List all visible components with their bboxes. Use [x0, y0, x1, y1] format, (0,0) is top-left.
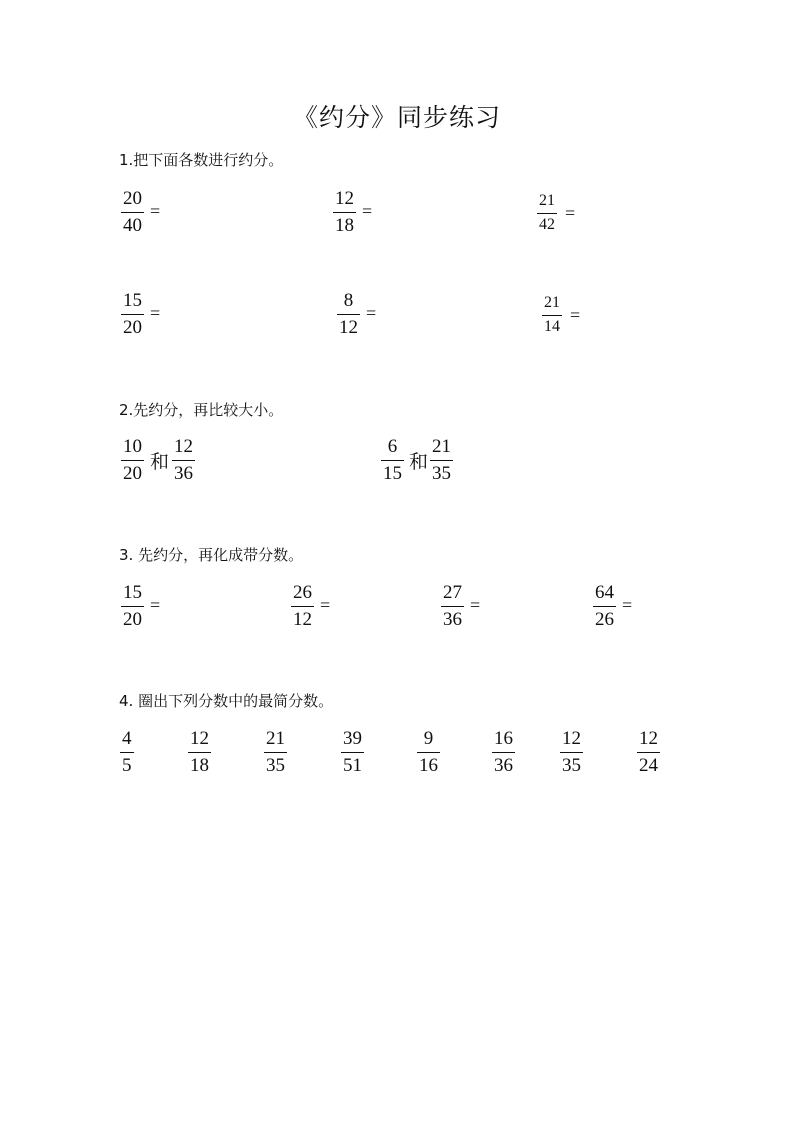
fraction-bar	[121, 606, 144, 607]
numerator: 4	[122, 728, 132, 749]
numerator: 8	[343, 290, 354, 311]
denominator: 24	[639, 755, 658, 776]
equals-sign: =	[622, 595, 633, 615]
numerator: 15	[123, 290, 142, 311]
denominator: 12	[339, 317, 358, 338]
q4-fraction-5	[417, 729, 440, 775]
equals-sign: =	[570, 305, 581, 325]
fraction-bar	[542, 315, 562, 316]
numerator: 21	[266, 728, 285, 749]
denominator: 16	[419, 755, 438, 776]
q3-fraction-1	[121, 583, 144, 629]
numerator: 6	[387, 436, 398, 457]
numerator: 21	[432, 436, 451, 457]
q3-fraction-3	[441, 583, 464, 629]
denominator: 51	[343, 755, 362, 776]
numerator: 16	[494, 728, 513, 749]
denominator: 36	[494, 755, 513, 776]
q4-fraction-4	[341, 729, 364, 775]
fraction-bar	[121, 212, 144, 213]
numerator: 12	[174, 436, 193, 457]
equals-sign: =	[320, 595, 331, 615]
numerator: 64	[595, 582, 614, 603]
q1-fraction-6	[542, 295, 562, 335]
numerator: 10	[123, 436, 142, 457]
denominator: 15	[383, 463, 402, 484]
fraction-bar	[637, 752, 660, 753]
denominator: 35	[266, 755, 285, 776]
numerator: 15	[123, 582, 142, 603]
denominator: 26	[595, 609, 614, 630]
numerator: 20	[123, 188, 142, 209]
fraction-bar	[172, 460, 195, 461]
q4-fraction-7	[560, 729, 583, 775]
denominator: 35	[562, 755, 581, 776]
q2-fraction-2b	[430, 437, 453, 483]
q2-heading: 2.先约分，再比较大小。	[119, 401, 284, 419]
q1-fraction-5	[337, 291, 360, 337]
q2-fraction-1b	[172, 437, 195, 483]
numerator: 9	[423, 728, 434, 749]
fraction-bar	[291, 606, 314, 607]
fraction-bar	[188, 752, 211, 753]
fraction-bar	[430, 460, 453, 461]
numerator: 26	[293, 582, 312, 603]
denominator: 12	[293, 609, 312, 630]
q4-heading: 4. 圈出下列分数中的最简分数。	[119, 692, 334, 710]
numerator: 12	[562, 728, 581, 749]
denominator: 40	[123, 215, 142, 236]
q4-fraction-1	[120, 729, 134, 775]
denominator: 18	[335, 215, 354, 236]
numerator: 12	[639, 728, 658, 749]
fraction-bar	[120, 752, 134, 753]
fraction-bar	[560, 752, 583, 753]
denominator: 20	[123, 317, 142, 338]
equals-sign: =	[362, 201, 373, 221]
page-title: 《约分》同步练习	[292, 103, 501, 132]
fraction-bar	[121, 314, 144, 315]
equals-sign: =	[470, 595, 481, 615]
equals-sign: =	[366, 303, 377, 323]
fraction-bar	[537, 213, 557, 214]
q3-fraction-2	[291, 583, 314, 629]
q1-fraction-2	[333, 189, 356, 235]
q2-fraction-2a	[381, 437, 404, 483]
q4-fraction-6	[492, 729, 515, 775]
fraction-bar	[417, 752, 440, 753]
numerator: 12	[190, 728, 209, 749]
fraction-bar	[341, 752, 364, 753]
denominator: 14	[544, 318, 560, 335]
numerator: 39	[343, 728, 362, 749]
equals-sign: =	[150, 595, 161, 615]
denominator: 18	[190, 755, 209, 776]
fraction-bar	[492, 752, 515, 753]
equals-sign: =	[150, 201, 161, 221]
fraction-bar	[333, 212, 356, 213]
equals-sign: =	[150, 303, 161, 323]
fraction-bar	[441, 606, 464, 607]
denominator: 36	[443, 609, 462, 630]
q3-fraction-4	[593, 583, 616, 629]
connector-he: 和	[409, 451, 429, 473]
numerator: 21	[544, 294, 560, 311]
q3-heading: 3. 先约分，再化成带分数。	[119, 546, 304, 564]
fraction-bar	[593, 606, 616, 607]
equals-sign: =	[565, 203, 576, 223]
q1-heading: 1.把下面各数进行约分。	[119, 151, 284, 169]
q2-fraction-1a	[121, 437, 144, 483]
connector-he: 和	[150, 451, 170, 473]
q4-fraction-3	[264, 729, 287, 775]
q4-fraction-8	[637, 729, 660, 775]
numerator: 27	[443, 582, 462, 603]
denominator: 36	[174, 463, 193, 484]
denominator: 20	[123, 609, 142, 630]
denominator: 5	[122, 755, 132, 776]
numerator: 21	[539, 192, 555, 209]
q4-fraction-2	[188, 729, 211, 775]
denominator: 42	[539, 216, 555, 233]
fraction-bar	[381, 460, 404, 461]
denominator: 35	[432, 463, 451, 484]
q1-fraction-3	[537, 193, 557, 233]
fraction-bar	[264, 752, 287, 753]
fraction-bar	[337, 314, 360, 315]
denominator: 20	[123, 463, 142, 484]
q1-fraction-1	[121, 189, 144, 235]
numerator: 12	[335, 188, 354, 209]
q1-fraction-4	[121, 291, 144, 337]
fraction-bar	[121, 460, 144, 461]
